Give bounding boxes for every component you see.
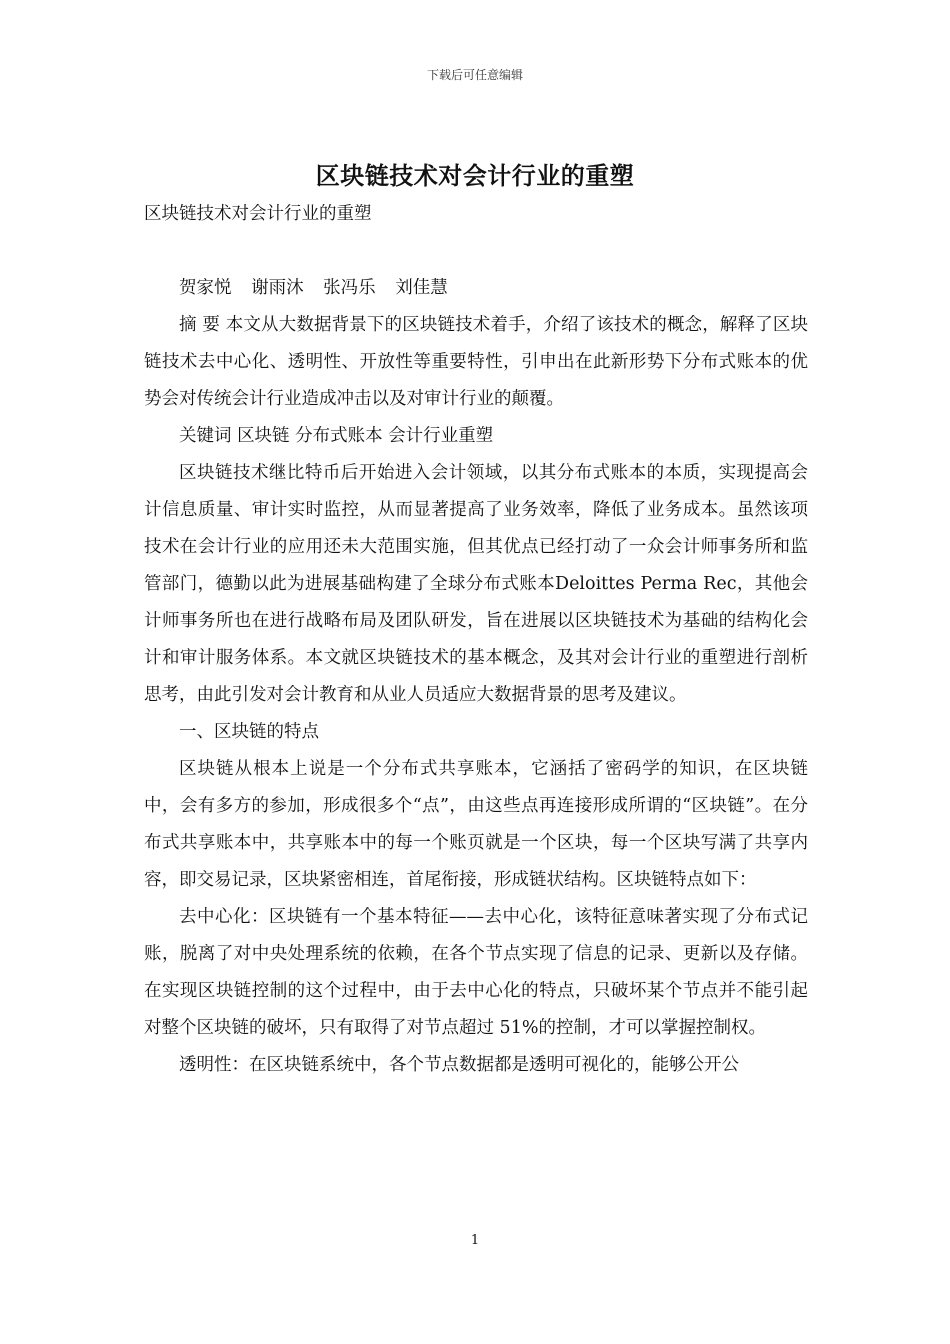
document-subtitle: 区块链技术对会计行业的重塑 [144,204,372,224]
author-name: 谢雨沐 [251,278,304,298]
body-paragraph: 去中心化：区块链有一个基本特征——去中心化，该特征意味著实现了分布式记账，脱离了对中央处理系统的依赖，在各个节点实现了信息的记录、更新以及存储。在实现区块链控制的这个过程中，由于去中心化的特点，只破坏某个节点并不能引起对整个区块链的破坏，只有取得了对节点超过 51%的控制，才可以掌握控制权。 [144,907,808,1038]
document-title: 区块链技术对会计行业的重塑 [315,161,635,190]
document-body [144,196,808,1084]
author-list [144,270,808,307]
body-paragraph: 透明性：在区块链系统中，各个节点数据都是透明可视化的，能够公开公 [179,1055,739,1075]
author-name: 刘佳慧 [395,278,448,298]
author-name: 贺家悦 [179,278,232,298]
author-name: 张冯乐 [323,278,376,298]
body-paragraph: 区块链从根本上说是一个分布式共享账本，它涵括了密码学的知识，在区块链中，会有多方的参加，形成很多个“点”，由这些点再连接形成所谓的“区块链”。在分布式共享账本中，共享账本中的每一个账页就是一个区块，每一个区块写满了共享内容，即交易记录，区块紧密相连，首尾衔接，形成链状结构。区块链特点如下： [144,759,808,890]
abstract-paragraph: 摘 要 本文从大数据背景下的区块链技术着手，介绍了该技术的概念，解释了区块链技术去中心化、透明性、开放性等重要特性，引申出在此新形势下分布式账本的优势会对传统会计行业造成冲击以及对审计行业的颠覆。 [144,315,808,409]
section-heading: 一、区块链的特点 [179,722,319,742]
intro-paragraph: 区块链技术继比特币后开始进入会计领域，以其分布式账本的本质，实现提高会计信息质量、审计实时监控，从而显著提高了业务效率，降低了业务成本。虽然该项技术在会计行业的应用还未大范围实施，但其优点已经打动了一众会计师事务所和监管部门，德勤以此为进展基础构建了全球分布式账本Deloittes Perma Rec，其他会计师事务所也在进行战略布局及团队研发，旨在进展以区块链技术为基础的结构化会计和审计服务体系。本文就区块链技术的基本概念，及其对会计行业的重塑进行剖析思考，由此引发对会计教育和从业人员适应大数据背景的思考及建议。 [144,463,808,705]
page-number: 1 [470,1233,480,1248]
keywords-line: 关键词 区块链 分布式账本 会计行业重塑 [179,426,494,446]
header-note: 下载后可任意编辑 [426,68,523,82]
